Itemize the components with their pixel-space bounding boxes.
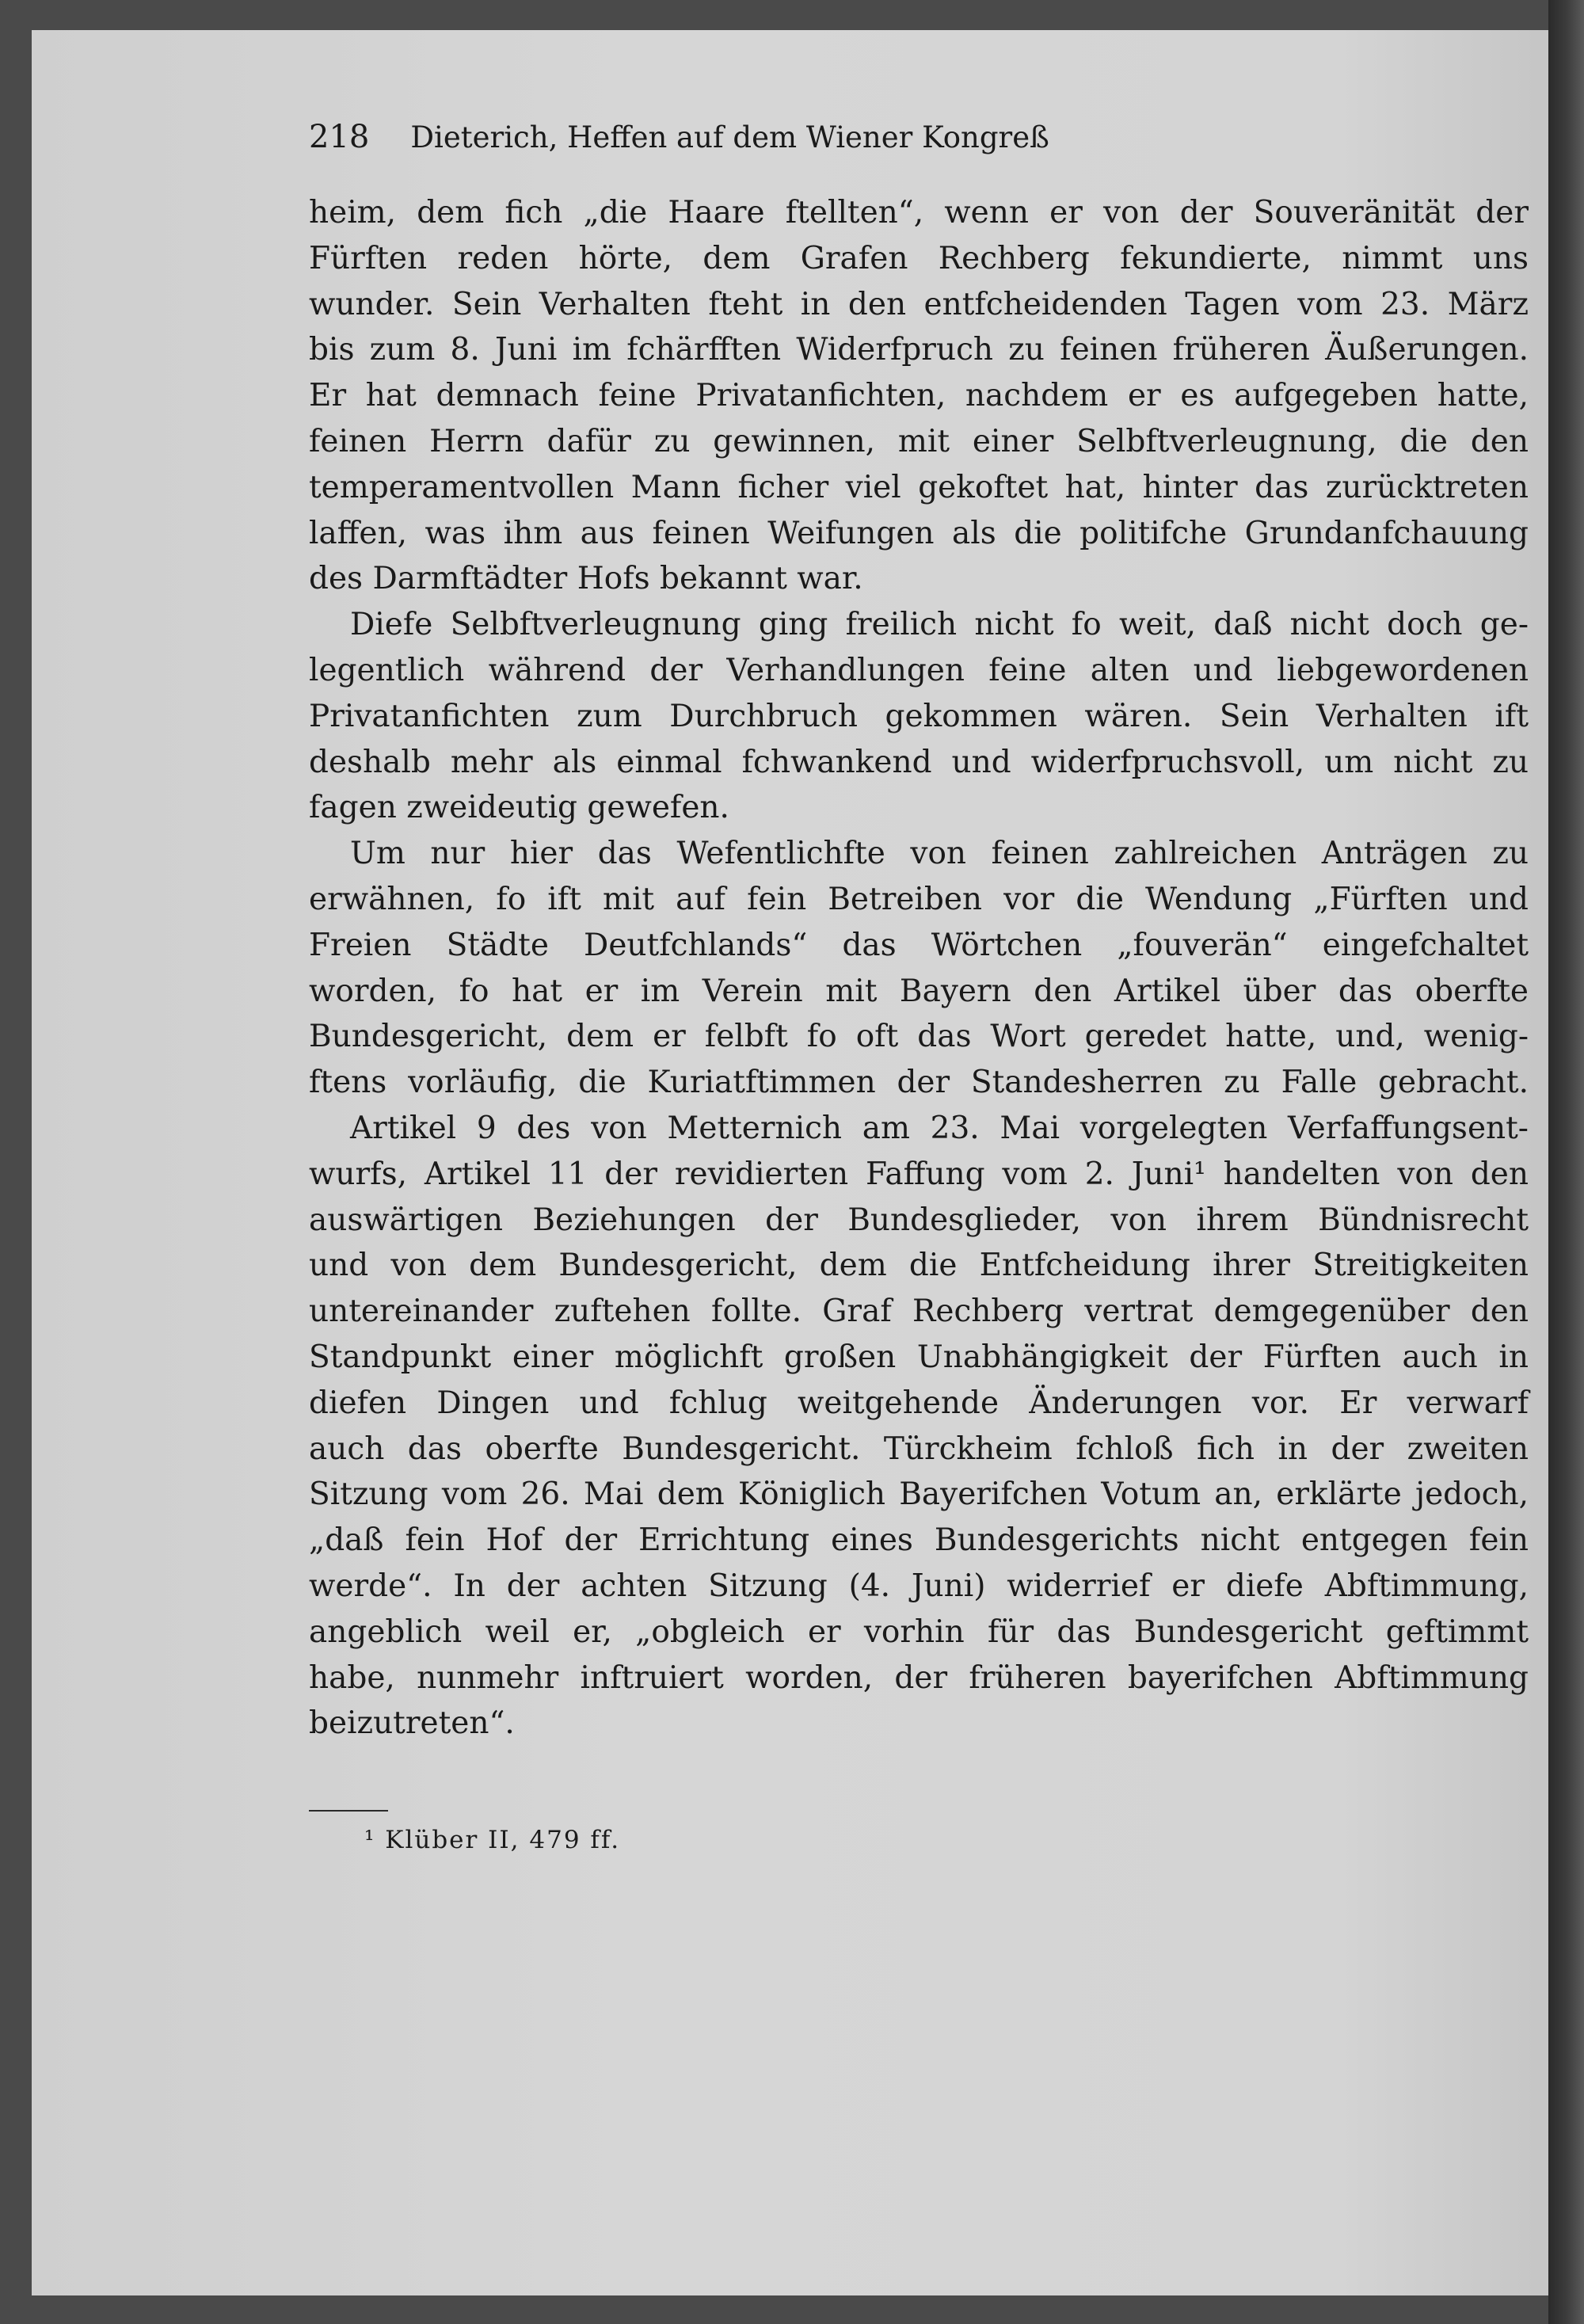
text-line: Diefe Selbftverleugnung ging freilich nicht fo weit, daß nicht doch ge- — [350, 607, 1529, 643]
text-line: habe, nunmehr inftruiert worden, der früheren bayerifchen Abftimmung — [309, 1659, 1529, 1696]
text-line: werde“. In der achten Sitzung (4. Juni) widerrief er diefe Abftimmung, — [309, 1568, 1529, 1604]
text-line: wurfs, Artikel 11 der revidierten Faffung vom 2. Juni¹ handelten von den — [309, 1156, 1529, 1192]
text-line: feinen Herrn dafür zu gewinnen, mit einer Selbftverleugnung, die den — [309, 423, 1529, 459]
text-line: Standpunkt einer möglichft großen Unabhängigkeit der Fürften auch in — [309, 1339, 1529, 1375]
text-line: „daß fein Hof der Errichtung eines Bundesgerichts nicht entgegen fein — [309, 1522, 1529, 1559]
text-line: fagen zweideutig gewefen. — [309, 790, 729, 826]
running-header — [309, 119, 1576, 155]
text-line: wunder. Sein Verhalten fteht in den entfcheidenden Tagen vom 23. März — [309, 286, 1529, 322]
text-line: Privatanfichten zum Durchbruch gekommen wären. Sein Verhalten ift — [309, 698, 1529, 734]
text-line: des Darmftädter Hofs bekannt war. — [309, 561, 863, 597]
text-line: auswärtigen Beziehungen der Bundesglieder, von ihrem Bündnisrecht — [309, 1202, 1529, 1238]
text-line: beizutreten“. — [309, 1705, 515, 1742]
text-line: und von dem Bundesgericht, dem die Entfcheidung ihrer Streitigkeiten — [309, 1248, 1529, 1284]
text-line: bis zum 8. Juni im fchärfften Widerfpruch zu feinen früheren Äußerungen. — [309, 332, 1529, 368]
text-line: Sitzung vom 26. Mai dem Königlich Bayerifchen Votum an, erklärte jedoch, — [309, 1476, 1529, 1513]
text-line: diefen Dingen und fchlug weitgehende Änderungen vor. Er verwarf — [309, 1385, 1529, 1421]
text-line: deshalb mehr als einmal fchwankend und widerfpruchsvoll, um nicht zu — [309, 744, 1529, 780]
text-line: erwähnen, fo ift mit auf fein Betreiben vor die Wendung „Fürften und — [309, 881, 1529, 917]
text-line: laffen, was ihm aus feinen Weifungen als die politifche Grundanfchauung — [309, 515, 1529, 551]
text-line: legentlich während der Verhandlungen feine alten und liebgewordenen — [309, 652, 1529, 688]
footnote: ¹ Klüber II, 479 ff. — [364, 1826, 621, 1854]
text-line: Bundesgericht, dem er felbft fo oft das Wort geredet hatte, und, wenig- — [309, 1019, 1529, 1055]
running-title: Dieterich, Heffen auf dem Wiener Kongreß — [410, 120, 1049, 154]
text-line: worden, fo hat er im Verein mit Bayern den Artikel über das oberfte — [309, 973, 1529, 1009]
book-spine-edge — [1548, 0, 1584, 2324]
text-line: Artikel 9 des von Metternich am 23. Mai vorgelegten Verfaffungsent- — [350, 1110, 1529, 1146]
text-line: temperamentvollen Mann ficher viel gekoftet hat, hinter das zurücktreten — [309, 469, 1529, 505]
body-text — [309, 190, 1529, 1747]
text-line: Fürften reden hörte, dem Grafen Rechberg fekundierte, nimmt uns — [309, 240, 1529, 276]
text-line: Um nur hier das Wefentlichfte von feinen zahlreichen Anträgen zu — [350, 836, 1529, 872]
text-line: ftens vorläufig, die Kuriatftimmen der Standesherren zu Falle gebracht. — [309, 1065, 1529, 1101]
text-line: angeblich weil er, „obgleich er vorhin für das Bundesgericht geftimmt — [309, 1613, 1529, 1650]
text-line: auch das oberfte Bundesgericht. Türckheim fchloß fich in der zweiten — [309, 1431, 1529, 1467]
text-line: untereinander zuftehen follte. Graf Rechberg vertrat demgegenüber den — [309, 1293, 1529, 1330]
footnote-divider — [309, 1810, 388, 1812]
text-line: heim, dem fich „die Haare ftellten“, wenn er von der Souveränität der — [309, 195, 1529, 230]
page-number: 218 — [309, 119, 370, 155]
text-line: Freien Städte Deutfchlands“ das Wörtchen „fouverän“ eingefchaltet — [309, 927, 1529, 963]
text-line: Er hat demnach feine Privatanfichten, nachdem er es aufgegeben hatte, — [309, 378, 1529, 414]
